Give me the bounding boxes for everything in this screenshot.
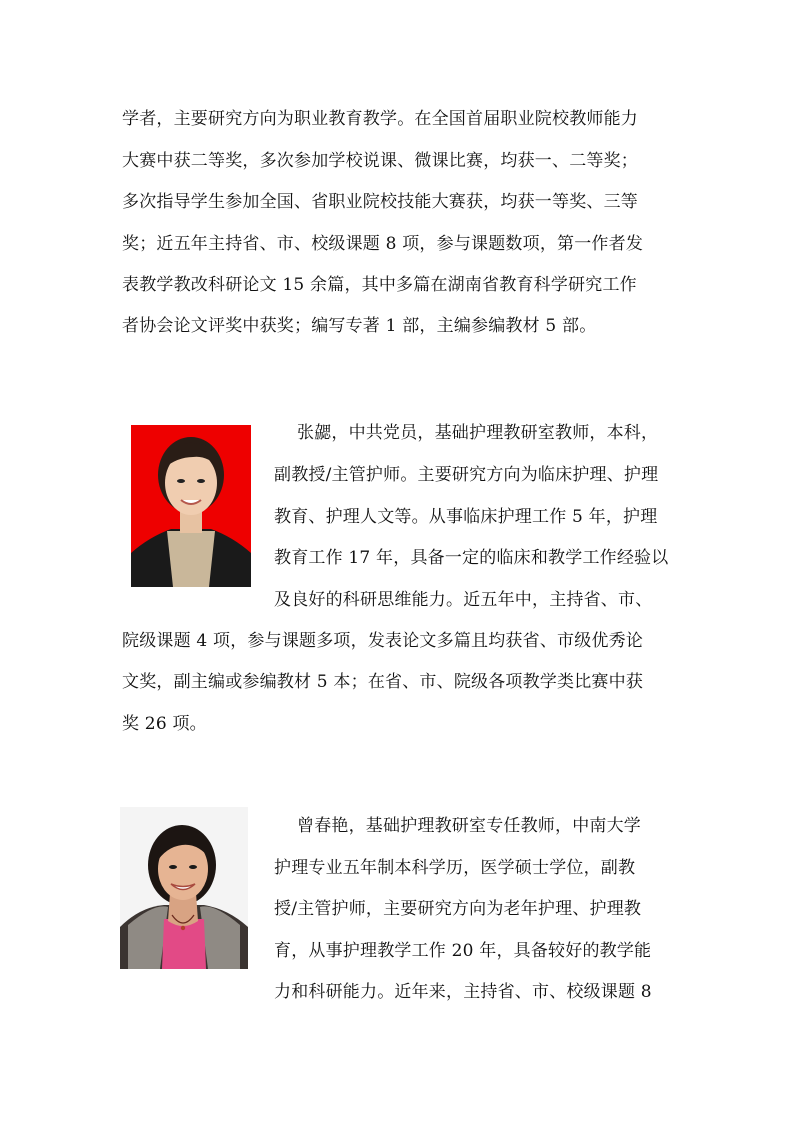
- text-line: 教育、护理人文等。从事临床护理工作 5 年，护理: [274, 507, 658, 527]
- profile-photo-1: [131, 425, 251, 587]
- profile-photo-2: [120, 807, 248, 969]
- text-line: 奖；近五年主持省、市、校级课题 8 项，参与课题数项，第一作者发: [122, 234, 644, 254]
- text-line: 育，从事护理教学工作 20 年，具备较好的教学能: [274, 941, 652, 961]
- text-line: 曾春艳，基础护理教研室专任教师，中南大学: [297, 816, 641, 836]
- text-line: 张勰，中共党员，基础护理教研室教师，本科，: [297, 423, 659, 443]
- text-line: 大赛中获二等奖，多次参加学校说课、微课比赛，均获一、二等奖；: [122, 151, 638, 171]
- text-line: 学者，主要研究方向为职业教育教学。在全国首届职业院校教师能力: [122, 109, 638, 129]
- text-line: 奖 26 项。: [122, 714, 207, 734]
- portrait-image: [131, 425, 251, 587]
- text-line: 力和科研能力。近年来，主持省、市、校级课题 8: [274, 982, 652, 1002]
- portrait-image: [120, 807, 248, 969]
- text-line: 文奖，副主编或参编教材 5 本；在省、市、院级各项教学类比赛中获: [122, 672, 644, 692]
- text-line: 副教授/主管护师。主要研究方向为临床护理、护理: [274, 465, 659, 485]
- text-line: 授/主管护师，主要研究方向为老年护理、护理教: [274, 899, 642, 919]
- text-line: 护理专业五年制本科学历，医学硕士学位，副教: [274, 858, 636, 878]
- text-line: 教育工作 17 年，具备一定的临床和教学工作经验以: [274, 548, 669, 568]
- text-line: 院级课题 4 项，参与课题多项，发表论文多篇且均获省、市级优秀论: [122, 631, 644, 651]
- text-line: 多次指导学生参加全国、省职业院校技能大赛获，均获一等奖、三等: [122, 192, 638, 212]
- text-line: 者协会论文评奖中获奖；编写专著 1 部，主编参编教材 5 部。: [122, 316, 597, 336]
- text-line: 表教学教改科研论文 15 余篇，其中多篇在湖南省教育科学研究工作: [122, 275, 637, 295]
- text-line: 及良好的科研思维能力。近五年中，主持省、市、: [274, 590, 653, 610]
